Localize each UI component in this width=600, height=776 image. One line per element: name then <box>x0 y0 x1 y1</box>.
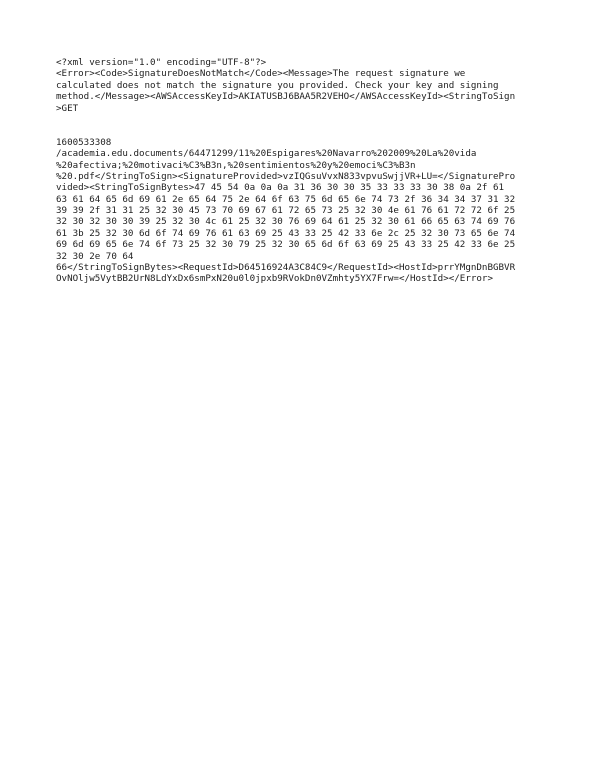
resource-path-line-1: /academia.edu.documents/64471299/11%20Espigares%20Navarro%202009%20La%20vida <box>56 148 477 160</box>
resource-path-line-2: %20afectiva;%20motivaci%C3%B3n,%20sentimientos%20y%20emoci%C3%B3n <box>56 159 416 171</box>
host-id-line: OvNOljw5VytBB2UrN8LdYxDx6smPxN20u0l0jpxb9RVokDn0VZmhty5YX7Frw=</HostId></Error> <box>56 273 493 285</box>
string-to-sign-get-line: >GET <box>56 102 79 114</box>
error-line-3: method.</Message><AWSAccessKeyId>AKIATUSBJ6BAA5R2VEHO</AWSAccessKeyId><StringToSign <box>56 91 516 103</box>
string-to-sign-bytes-line-6: 69 6d 69 65 6e 74 6f 73 25 32 30 79 25 32 30 65 6d 6f 63 69 25 43 33 25 42 33 6e 25 <box>56 239 516 251</box>
xml-declaration-line: <?xml version="1.0" encoding="UTF-8"?> <box>56 57 267 68</box>
blank-line-2 <box>56 125 556 136</box>
string-to-sign-bytes-line-2: 63 61 64 65 6d 69 61 2e 65 64 75 2e 64 6f 63 75 6d 65 6e 74 73 2f 36 34 34 37 31 32 <box>56 193 516 205</box>
blank-line-1 <box>56 114 556 125</box>
string-to-sign-bytes-line-5: 61 3b 25 32 30 6d 6f 74 69 76 61 63 69 25 43 33 25 42 33 6e 2c 25 32 30 73 65 6e 74 <box>56 227 516 239</box>
signature-provided-line: %20.pdf</StringToSign><SignatureProvided>vzIQGsuVvxN833vpvuSwjjVR+LU=</SignaturePro <box>56 170 516 182</box>
string-to-sign-bytes-line-3: 39 39 2f 31 31 25 32 30 45 73 70 69 67 61 72 65 73 25 32 30 4e 61 76 61 72 72 6f 25 <box>56 205 516 217</box>
string-to-sign-bytes-line-4: 32 30 32 30 30 39 25 32 30 4c 61 25 32 30 76 69 64 61 25 32 30 61 66 65 63 74 69 76 <box>56 216 516 228</box>
error-line-1: <Error><Code>SignatureDoesNotMatch</Code><Message>The request signature we <box>56 68 466 80</box>
error-line-2: calculated does not match the signature you provided. Check your key and signing <box>56 79 499 91</box>
request-id-line: 66</StringToSignBytes><RequestId>D64516924A3C84C9</RequestId><HostId>prrYMgnDnBGBVR <box>56 262 516 274</box>
timestamp-line: 1600533308 <box>56 136 112 148</box>
string-to-sign-bytes-line-7: 32 30 2e 70 64 <box>56 250 134 262</box>
string-to-sign-bytes-line-1: vided><StringToSignBytes>47 45 54 0a 0a 0a 31 36 30 30 35 33 33 33 30 38 0a 2f 61 <box>56 182 505 194</box>
xml-error-document <box>56 57 556 285</box>
